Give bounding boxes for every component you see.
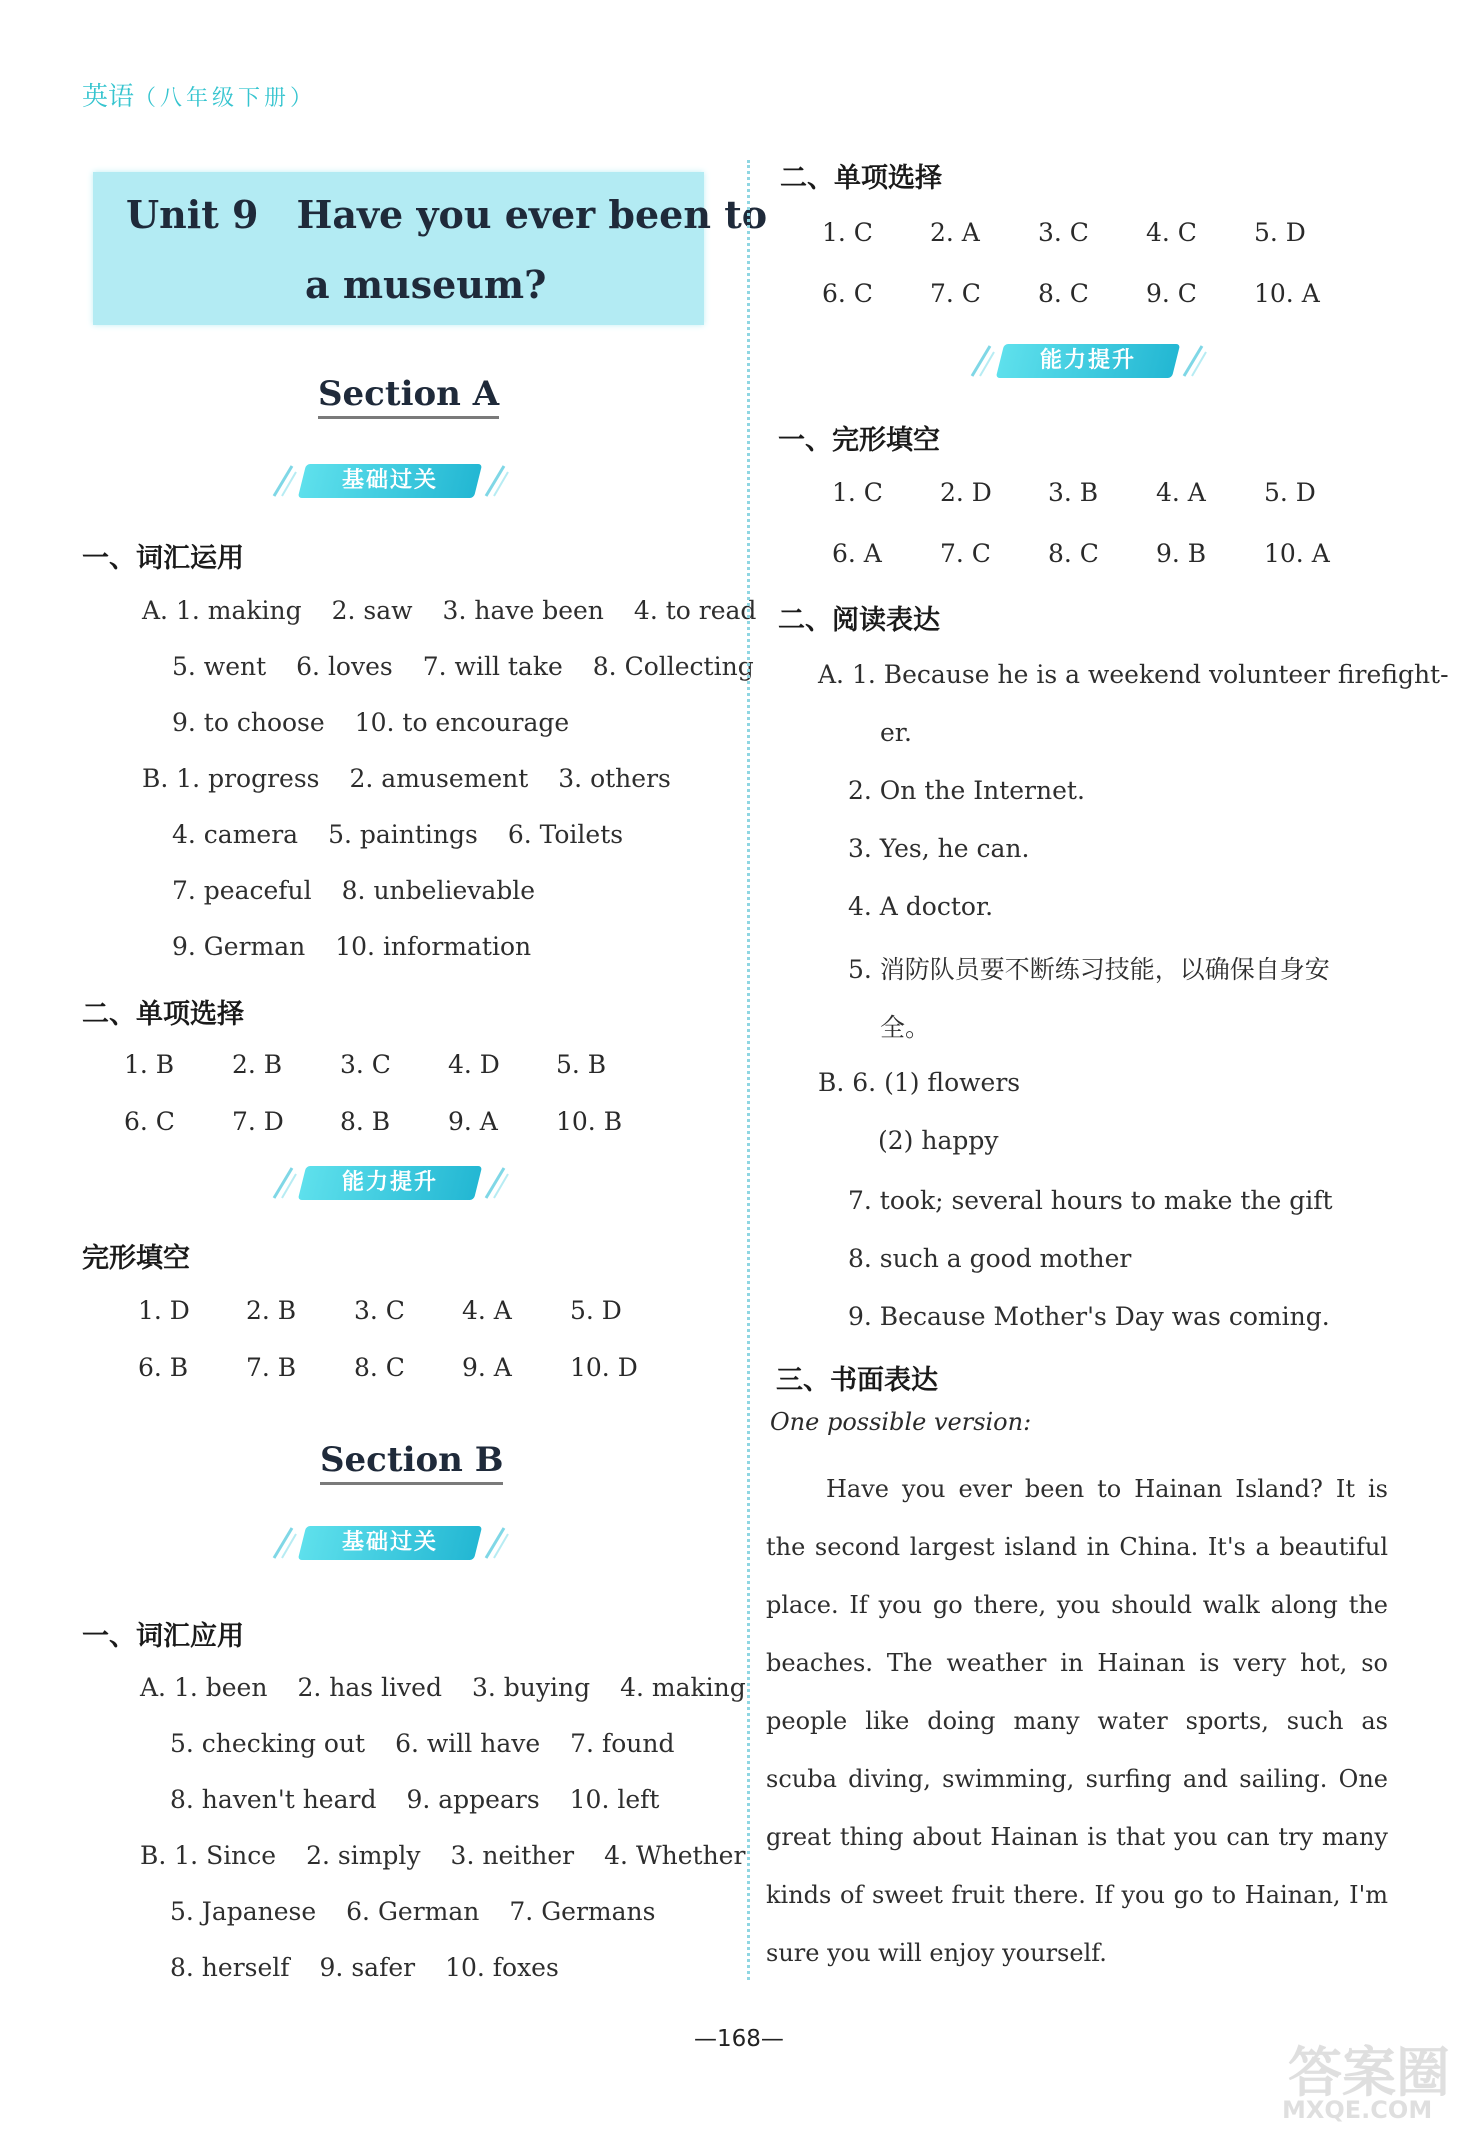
vocab-line xyxy=(172,708,599,737)
answer-item: 4. C xyxy=(1146,218,1197,247)
answer-item: 2. A xyxy=(930,218,980,247)
answer-item: 8. C xyxy=(1048,539,1099,568)
badge-ability xyxy=(968,338,1208,384)
page-number: —168— xyxy=(694,2026,784,2052)
answer-item: 2. has lived xyxy=(297,1673,442,1702)
badge-label: 能力提升 xyxy=(1039,348,1136,373)
reading-line: A. 1. Because he is a weekend volunteer firefight- xyxy=(818,660,1449,689)
vocab-line xyxy=(140,1841,775,1870)
answer-item: 5. went xyxy=(172,652,267,681)
reading-line: 5. 消防队员要不断练习技能，以确保自身安 xyxy=(848,955,1330,984)
reading-line: 9. Because Mother's Day was coming. xyxy=(848,1302,1330,1331)
answer-item: 9. to choose xyxy=(172,708,325,737)
answer-item: 6. German xyxy=(346,1897,480,1926)
answer-item: 1. C xyxy=(832,478,883,507)
answer-item: 2. amusement xyxy=(349,764,529,793)
essay-body: Have you ever been to Hainan Island? It is the second largest island in China. It's a beautiful place. If you go there, you should walk along the beaches. The weather in Hainan is very hot, so people like doing many water sports, such as scuba diving, swimming, surfing and sailing. One great thing about Hainan is that you can try many kinds of sweet fruit there. If you go to Hainan, I'm sure you will enjoy yourself. xyxy=(766,1475,1388,1967)
answer-item: 5. D xyxy=(1254,218,1306,247)
answer-item: 5. Japanese xyxy=(170,1897,317,1926)
answer-item: 10. information xyxy=(335,932,532,961)
slash-decoration-icon xyxy=(482,1526,510,1560)
answer-item: 4. to read xyxy=(633,596,757,625)
reading-line: er. xyxy=(880,718,912,747)
badge-pill xyxy=(298,1166,482,1200)
answer-item: 8. C xyxy=(1038,279,1089,308)
vocab-line xyxy=(172,652,784,681)
reading-line: 3. Yes, he can. xyxy=(848,834,1030,863)
answer-item: 9. A xyxy=(448,1107,498,1136)
badge-ability xyxy=(270,1160,510,1206)
answer-item: 8. herself xyxy=(170,1953,290,1982)
badge-basic xyxy=(270,1520,510,1566)
slash-decoration-icon xyxy=(482,464,510,498)
vocab-line xyxy=(170,1729,704,1758)
watermark-site: MXQE.COM xyxy=(1282,2096,1433,2124)
answer-item: 2. saw xyxy=(331,596,413,625)
section-b-vocab-heading: 一、词汇应用 xyxy=(82,1621,244,1652)
answer-item: 5. D xyxy=(570,1296,622,1325)
answer-item: 7. peaceful xyxy=(172,876,312,905)
vocab-line xyxy=(172,876,565,905)
answer-item: 4. camera xyxy=(172,820,299,849)
answer-item: 3. B xyxy=(1048,478,1099,507)
answer-item: 5. paintings xyxy=(328,820,478,849)
reading-line: 4. A doctor. xyxy=(848,892,994,921)
answer-item: 7. found xyxy=(570,1729,675,1758)
answer-item: 1. B xyxy=(124,1050,175,1079)
answer-item: 7. C xyxy=(940,539,991,568)
answer-item: 8. haven't heard xyxy=(170,1785,377,1814)
answer-item: 10. to encourage xyxy=(354,708,570,737)
vocab-line xyxy=(172,932,561,961)
answer-item: 4. A xyxy=(462,1296,512,1325)
unit-title-line1 xyxy=(126,192,767,237)
badge-label: 能力提升 xyxy=(341,1170,438,1195)
reading-line: B. 6. (1) flowers xyxy=(818,1068,1021,1097)
answer-item: 5. B xyxy=(556,1050,607,1079)
right-writing-heading: 三、书面表达 xyxy=(776,1365,938,1396)
badge-pill xyxy=(996,344,1180,378)
reading-line: (2) happy xyxy=(878,1126,999,1155)
reading-line: 8. such a good mother xyxy=(848,1244,1132,1273)
reading-line: 2. On the Internet. xyxy=(848,776,1085,805)
answer-item: 10. left xyxy=(569,1785,660,1814)
answer-item: 5. D xyxy=(1264,478,1316,507)
answer-item: B. 1. Since xyxy=(140,1841,277,1870)
watermark-glyphs: 答案圈 xyxy=(1288,2040,1450,2104)
watermark-logo xyxy=(1280,2030,1450,2140)
unit-title-line2: a museum? xyxy=(305,262,547,307)
vocab-line xyxy=(172,820,653,849)
answer-item: 2. B xyxy=(246,1296,297,1325)
slash-decoration-icon xyxy=(270,1526,298,1560)
slash-decoration-icon xyxy=(270,1166,298,1200)
answer-item: 3. neither xyxy=(450,1841,575,1870)
answer-item: 3. buying xyxy=(471,1673,591,1702)
badge-pill xyxy=(298,1526,482,1560)
answer-item: 4. D xyxy=(448,1050,500,1079)
answer-item: 7. will take xyxy=(422,652,563,681)
answer-item: 3. C xyxy=(354,1296,405,1325)
badge-label: 基础过关 xyxy=(341,468,438,493)
answer-item: 6. C xyxy=(822,279,873,308)
right-choice-heading: 二、单项选择 xyxy=(780,163,942,194)
answer-item: 3. have been xyxy=(442,596,604,625)
answer-item: 6. B xyxy=(138,1353,189,1382)
answer-item: 4. making xyxy=(620,1673,746,1702)
answer-item: 1. D xyxy=(138,1296,190,1325)
answer-item: 3. C xyxy=(1038,218,1089,247)
subject-label: 英语 xyxy=(82,82,135,112)
slash-decoration-icon xyxy=(482,1166,510,1200)
vocab-line xyxy=(142,764,701,793)
answer-item: 2. D xyxy=(940,478,992,507)
answer-item: 8. Collecting xyxy=(592,652,754,681)
answer-item: 6. will have xyxy=(395,1729,541,1758)
answer-item: 6. A xyxy=(832,539,882,568)
slash-decoration-icon xyxy=(968,344,996,378)
vocab-line xyxy=(170,1785,689,1814)
section-b-title: Section B xyxy=(320,1440,503,1485)
slash-decoration-icon xyxy=(270,464,298,498)
book-header xyxy=(82,76,316,113)
unit-number: Unit 9 xyxy=(126,192,259,237)
answer-item: 10. A xyxy=(1254,279,1320,308)
answer-item: 9. C xyxy=(1146,279,1197,308)
essay-text xyxy=(766,1460,1388,1982)
vocab-line xyxy=(170,1953,589,1982)
answer-item: B. 1. progress xyxy=(142,764,320,793)
unit-title-text: Have you ever been to xyxy=(296,192,768,237)
answer-item: 6. C xyxy=(124,1107,175,1136)
section-a-title: Section A xyxy=(318,374,499,419)
answer-item: A. 1. been xyxy=(140,1673,268,1702)
choice-answer-grid xyxy=(822,218,1362,308)
answer-item: 9. A xyxy=(462,1353,512,1382)
answer-item: 8. unbelievable xyxy=(341,876,536,905)
reading-line: 7. took; several hours to make the gift xyxy=(848,1186,1333,1215)
answer-item: 6. Toilets xyxy=(507,820,624,849)
column-divider xyxy=(747,160,750,1980)
badge-basic xyxy=(270,458,510,504)
answer-item: 2. simply xyxy=(306,1841,421,1870)
answer-item: 10. A xyxy=(1264,539,1330,568)
answer-item: 9. German xyxy=(172,932,306,961)
essay-label: One possible version: xyxy=(770,1408,1032,1436)
badge-label: 基础过关 xyxy=(341,1530,438,1555)
answer-item: 10. foxes xyxy=(445,1953,559,1982)
answer-item: 4. A xyxy=(1156,478,1206,507)
answer-item: 5. checking out xyxy=(170,1729,366,1758)
section-a-vocab-heading: 一、词汇运用 xyxy=(82,543,244,574)
section-a-cloze-heading: 完形填空 xyxy=(82,1243,190,1274)
answer-item: 9. B xyxy=(1156,539,1207,568)
reading-line: 全。 xyxy=(880,1013,931,1042)
right-reading-heading: 二、阅读表达 xyxy=(778,605,940,636)
slash-decoration-icon xyxy=(1180,344,1208,378)
answer-item: 1. C xyxy=(822,218,873,247)
answer-item: 7. C xyxy=(930,279,981,308)
choice-answer-grid xyxy=(124,1050,664,1136)
answer-item: 3. others xyxy=(558,764,671,793)
section-a-choice-heading: 二、单项选择 xyxy=(82,999,244,1030)
answer-item: 6. loves xyxy=(296,652,393,681)
answer-item: 7. Germans xyxy=(509,1897,656,1926)
answer-item: A. 1. making xyxy=(142,596,302,625)
badge-pill xyxy=(298,464,482,498)
vocab-line xyxy=(142,596,786,625)
answer-item: 8. C xyxy=(354,1353,405,1382)
answer-item: 7. D xyxy=(232,1107,284,1136)
answer-item: 4. Whether xyxy=(604,1841,746,1870)
cloze-answer-grid xyxy=(832,478,1372,568)
vocab-line xyxy=(140,1673,776,1702)
grade-label: （八年级下册） xyxy=(134,86,317,111)
answer-item: 10. D xyxy=(570,1353,638,1382)
right-cloze-heading: 一、完形填空 xyxy=(778,425,940,456)
answer-item: 9. appears xyxy=(406,1785,540,1814)
vocab-line xyxy=(170,1897,685,1926)
answer-item: 7. B xyxy=(246,1353,297,1382)
answer-item: 8. B xyxy=(340,1107,391,1136)
answer-item: 3. C xyxy=(340,1050,391,1079)
answer-item: 2. B xyxy=(232,1050,283,1079)
answer-item: 10. B xyxy=(556,1107,623,1136)
cloze-answer-grid xyxy=(138,1296,678,1382)
answer-item: 9. safer xyxy=(319,1953,416,1982)
